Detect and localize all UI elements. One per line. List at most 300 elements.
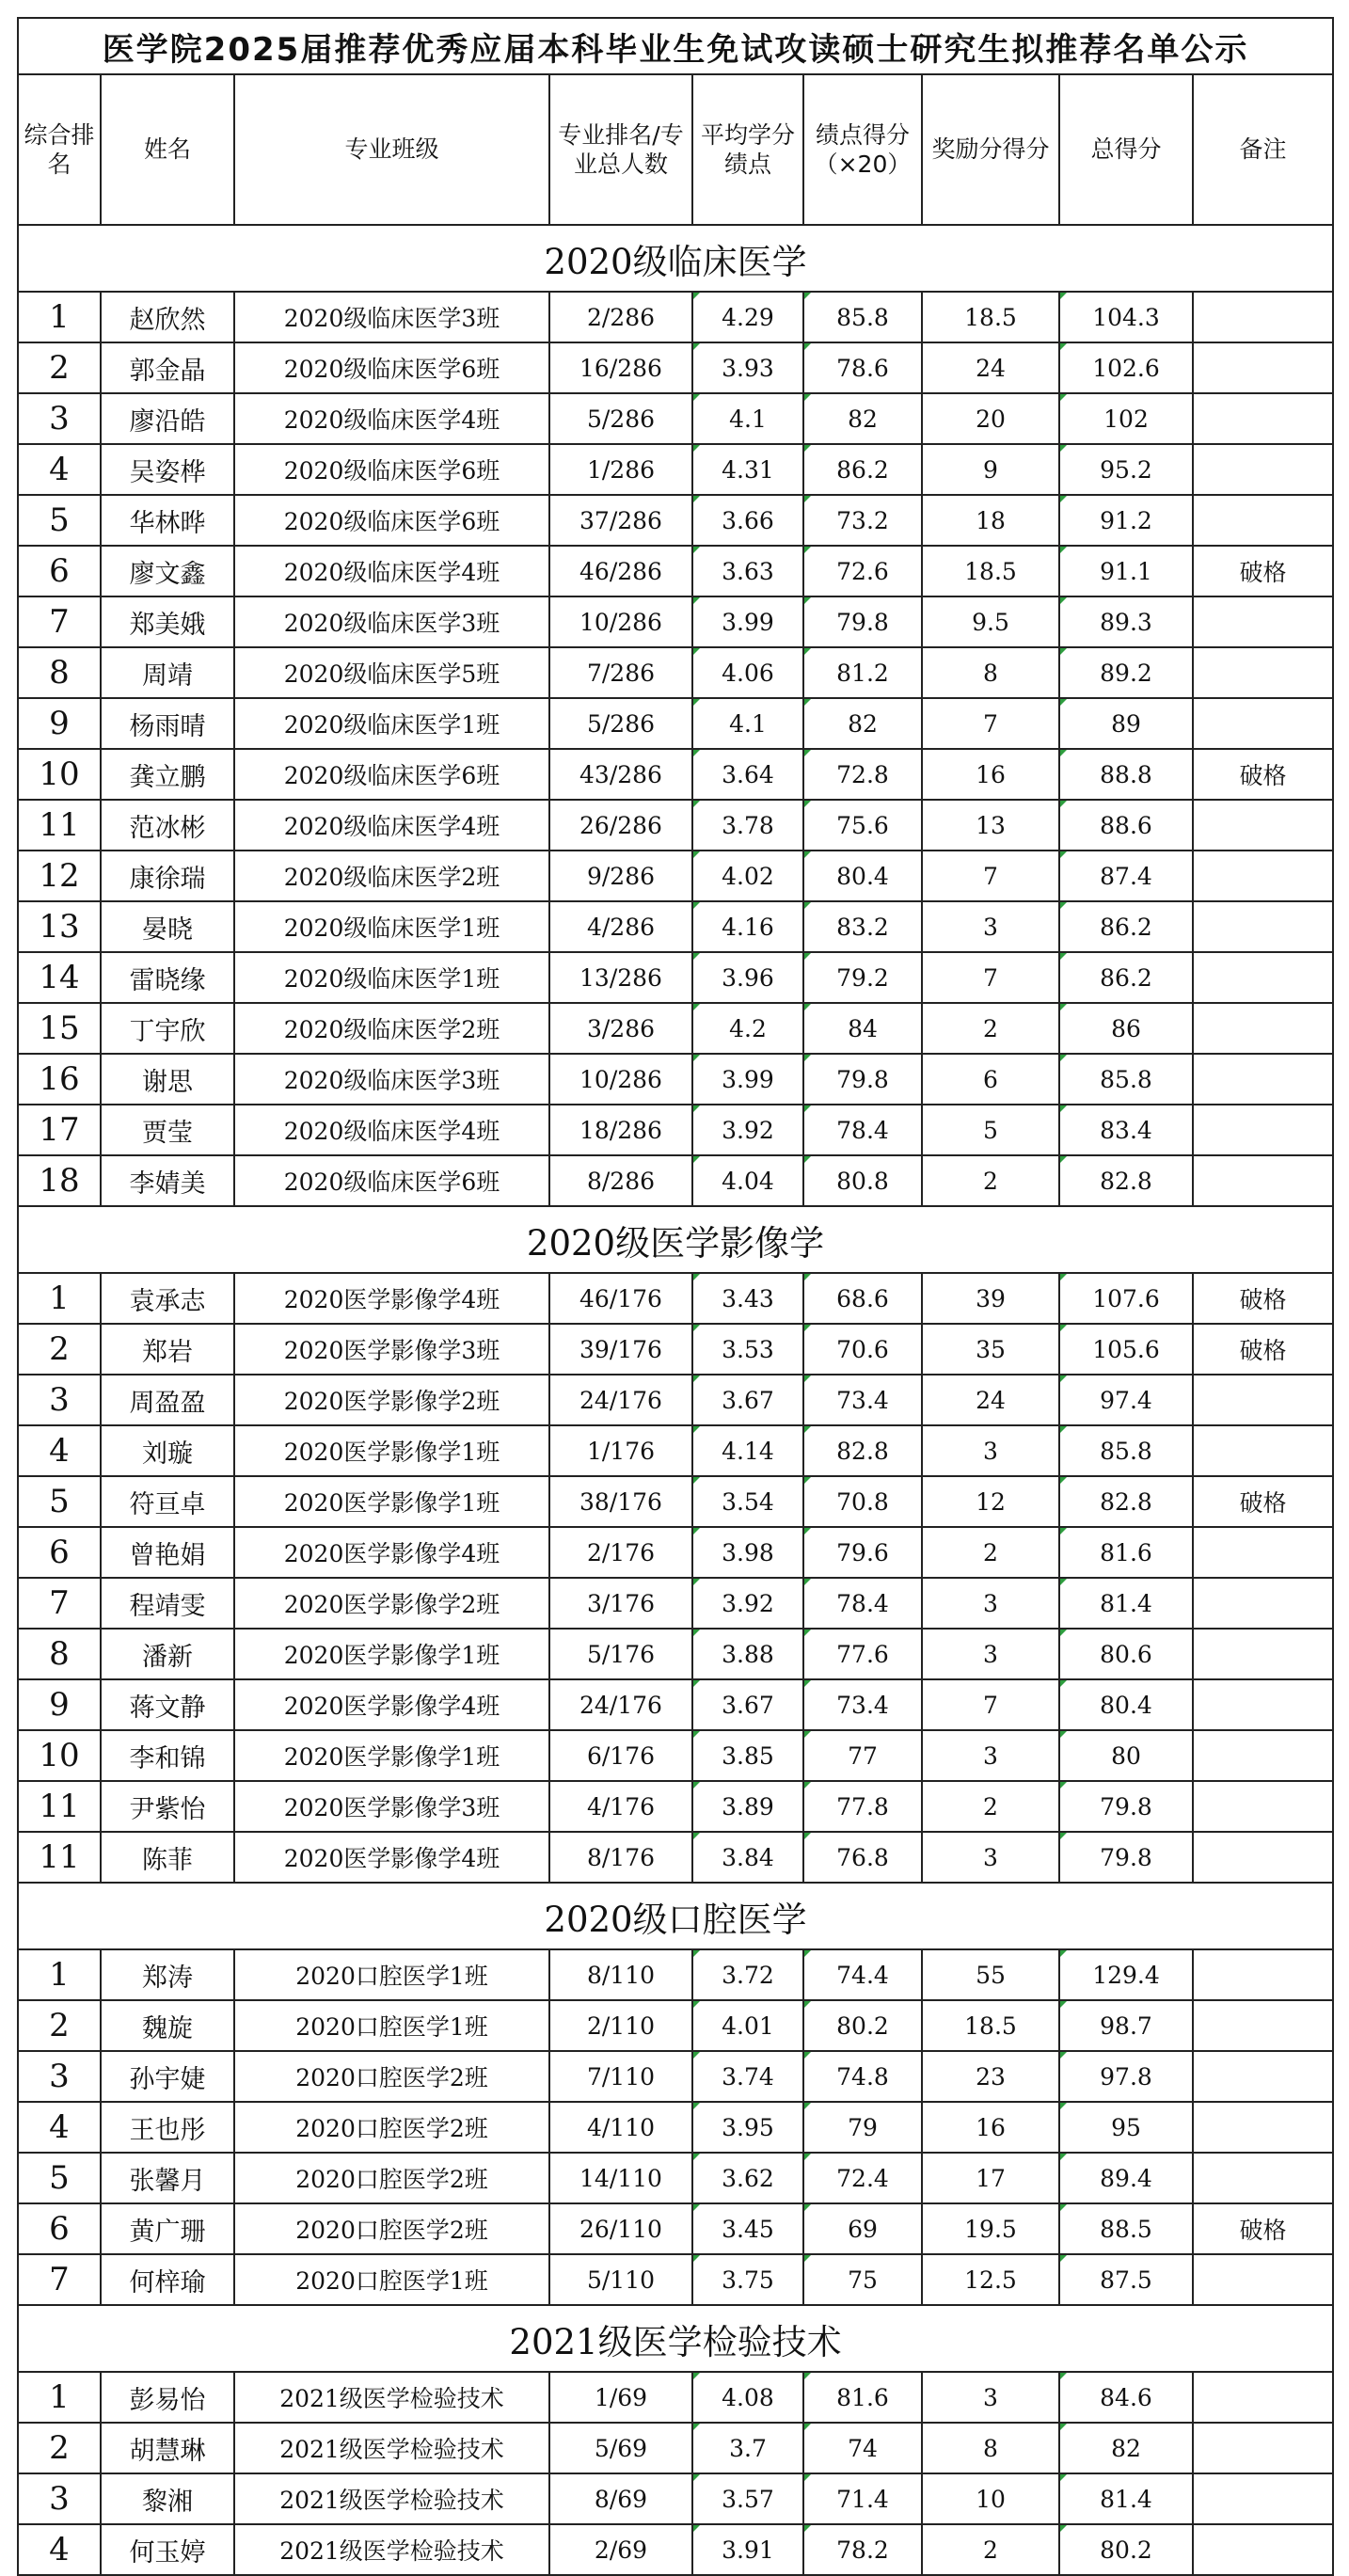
class-cell: 2020口腔医学1班 <box>234 2000 549 2051</box>
name-cell: 晏晓 <box>101 901 234 952</box>
major-rank-cell: 7/110 <box>549 2051 692 2102</box>
table-row <box>18 2254 1333 2305</box>
table-row <box>18 2473 1333 2524</box>
table-row <box>18 1832 1333 1883</box>
remarks-cell <box>1193 1629 1333 1679</box>
gpa-cell: 3.92 <box>692 1578 803 1629</box>
class-cell: 2020级临床医学4班 <box>234 800 549 851</box>
bonus-cell: 2 <box>922 1003 1059 1054</box>
class-cell: 2020级临床医学3班 <box>234 596 549 647</box>
total-cell: 105.6 <box>1059 1324 1193 1375</box>
table-row <box>18 393 1333 444</box>
gpa-score-cell: 79 <box>803 2102 922 2153</box>
total-cell: 97.4 <box>1059 1375 1193 1425</box>
rank-cell: 9 <box>18 698 101 749</box>
bonus-cell: 9 <box>922 444 1059 495</box>
class-cell: 2020医学影像学4班 <box>234 1527 549 1578</box>
name-cell: 潘新 <box>101 1629 234 1679</box>
bonus-cell: 2 <box>922 1781 1059 1832</box>
gpa-score-cell: 74.4 <box>803 1949 922 2000</box>
name-cell: 魏旋 <box>101 2000 234 2051</box>
gpa-score-cell: 76.8 <box>803 1832 922 1883</box>
major-rank-cell: 1/286 <box>549 444 692 495</box>
major-rank-cell: 46/286 <box>549 546 692 596</box>
table-row <box>18 1679 1333 1730</box>
name-cell: 郑岩 <box>101 1324 234 1375</box>
major-rank-cell: 10/286 <box>549 1054 692 1105</box>
rank-cell: 17 <box>18 1105 101 1155</box>
rank-cell: 1 <box>18 1949 101 2000</box>
major-rank-cell: 1/176 <box>549 1425 692 1476</box>
bonus-cell: 2 <box>922 1527 1059 1578</box>
class-cell: 2020医学影像学4班 <box>234 1273 549 1324</box>
remarks-cell <box>1193 1054 1333 1105</box>
bonus-cell: 23 <box>922 2051 1059 2102</box>
rank-cell: 5 <box>18 1476 101 1527</box>
total-cell: 81.4 <box>1059 1578 1193 1629</box>
remarks-cell: 破格 <box>1193 749 1333 800</box>
rank-cell: 4 <box>18 2524 101 2575</box>
rank-cell: 7 <box>18 596 101 647</box>
total-cell: 83.4 <box>1059 1105 1193 1155</box>
gpa-cell: 3.99 <box>692 1054 803 1105</box>
total-cell: 102.6 <box>1059 342 1193 393</box>
gpa-cell: 3.98 <box>692 1527 803 1578</box>
gpa-cell: 3.54 <box>692 1476 803 1527</box>
total-cell: 82 <box>1059 2423 1193 2473</box>
class-cell: 2020级临床医学2班 <box>234 851 549 901</box>
bonus-cell: 8 <box>922 2423 1059 2473</box>
table-row <box>18 2153 1333 2203</box>
col-header-total: 总得分 <box>1059 74 1193 225</box>
name-cell: 蒋文静 <box>101 1679 234 1730</box>
total-cell: 95.2 <box>1059 444 1193 495</box>
class-cell: 2020口腔医学2班 <box>234 2153 549 2203</box>
table-row <box>18 1155 1333 1206</box>
total-cell: 80.2 <box>1059 2524 1193 2575</box>
class-cell: 2020级临床医学4班 <box>234 393 549 444</box>
gpa-score-cell: 80.8 <box>803 1155 922 1206</box>
gpa-cell: 3.75 <box>692 2254 803 2305</box>
name-cell: 杨雨晴 <box>101 698 234 749</box>
major-rank-cell: 3/286 <box>549 1003 692 1054</box>
gpa-cell: 4.01 <box>692 2000 803 2051</box>
bonus-cell: 18.5 <box>922 292 1059 342</box>
major-rank-cell: 8/110 <box>549 1949 692 2000</box>
table-row <box>18 851 1333 901</box>
remarks-cell <box>1193 2000 1333 2051</box>
major-rank-cell: 16/286 <box>549 342 692 393</box>
rank-cell: 5 <box>18 2153 101 2203</box>
bonus-cell: 35 <box>922 1324 1059 1375</box>
bonus-cell: 3 <box>922 2372 1059 2423</box>
gpa-score-cell: 81.2 <box>803 647 922 698</box>
gpa-cell: 4.04 <box>692 1155 803 1206</box>
name-cell: 孙宇婕 <box>101 2051 234 2102</box>
table-row <box>18 596 1333 647</box>
total-cell: 85.8 <box>1059 1425 1193 1476</box>
bonus-cell: 3 <box>922 1578 1059 1629</box>
rank-cell: 2 <box>18 2423 101 2473</box>
name-cell: 郭金晶 <box>101 342 234 393</box>
bonus-cell: 2 <box>922 2524 1059 2575</box>
name-cell: 何玉婷 <box>101 2524 234 2575</box>
class-cell: 2020口腔医学2班 <box>234 2102 549 2153</box>
total-cell: 79.8 <box>1059 1832 1193 1883</box>
class-cell: 2020级临床医学5班 <box>234 647 549 698</box>
remarks-cell <box>1193 2051 1333 2102</box>
total-cell: 88.6 <box>1059 800 1193 851</box>
major-rank-cell: 8/176 <box>549 1832 692 1883</box>
table-row <box>18 1629 1333 1679</box>
rank-cell: 4 <box>18 1425 101 1476</box>
rank-cell: 8 <box>18 1629 101 1679</box>
name-cell: 黎湘 <box>101 2473 234 2524</box>
table-row <box>18 1578 1333 1629</box>
class-cell: 2020口腔医学2班 <box>234 2203 549 2254</box>
major-rank-cell: 43/286 <box>549 749 692 800</box>
rank-cell: 10 <box>18 749 101 800</box>
remarks-cell <box>1193 1155 1333 1206</box>
name-cell: 范冰彬 <box>101 800 234 851</box>
gpa-score-cell: 71.4 <box>803 2473 922 2524</box>
table-row <box>18 292 1333 342</box>
rank-cell: 8 <box>18 647 101 698</box>
remarks-cell <box>1193 2372 1333 2423</box>
rank-cell: 16 <box>18 1054 101 1105</box>
table-row <box>18 800 1333 851</box>
gpa-score-cell: 74.8 <box>803 2051 922 2102</box>
gpa-score-cell: 72.4 <box>803 2153 922 2203</box>
bonus-cell: 16 <box>922 2102 1059 2153</box>
major-rank-cell: 7/286 <box>549 647 692 698</box>
gpa-cell: 3.88 <box>692 1629 803 1679</box>
bonus-cell: 7 <box>922 851 1059 901</box>
class-cell: 2020级临床医学4班 <box>234 1105 549 1155</box>
gpa-cell: 3.64 <box>692 749 803 800</box>
col-header-gpa: 平均学分绩点 <box>692 74 803 225</box>
col-header-overall-rank: 综合排名 <box>18 74 101 225</box>
remarks-cell <box>1193 800 1333 851</box>
class-cell: 2020医学影像学1班 <box>234 1425 549 1476</box>
major-rank-cell: 4/286 <box>549 901 692 952</box>
major-rank-cell: 26/286 <box>549 800 692 851</box>
total-cell: 89.2 <box>1059 647 1193 698</box>
gpa-score-cell: 83.2 <box>803 901 922 952</box>
bonus-cell: 18 <box>922 495 1059 546</box>
bonus-cell: 12.5 <box>922 2254 1059 2305</box>
class-cell: 2020级临床医学6班 <box>234 495 549 546</box>
title-row <box>18 18 1333 74</box>
remarks-cell <box>1193 596 1333 647</box>
class-cell: 2021级医学检验技术 <box>234 2423 549 2473</box>
section-header-row <box>18 1883 1333 1949</box>
bonus-cell: 18.5 <box>922 546 1059 596</box>
bonus-cell: 18.5 <box>922 2000 1059 2051</box>
gpa-cell: 4.1 <box>692 698 803 749</box>
total-cell: 97.8 <box>1059 2051 1193 2102</box>
gpa-score-cell: 70.8 <box>803 1476 922 1527</box>
total-cell: 86.2 <box>1059 901 1193 952</box>
class-cell: 2020医学影像学1班 <box>234 1730 549 1781</box>
bonus-cell: 24 <box>922 1375 1059 1425</box>
major-rank-cell: 24/176 <box>549 1375 692 1425</box>
gpa-score-cell: 73.4 <box>803 1679 922 1730</box>
gpa-cell: 3.67 <box>692 1679 803 1730</box>
class-cell: 2020医学影像学4班 <box>234 1679 549 1730</box>
major-rank-cell: 8/69 <box>549 2473 692 2524</box>
total-cell: 88.5 <box>1059 2203 1193 2254</box>
bonus-cell: 6 <box>922 1054 1059 1105</box>
class-cell: 2020级临床医学6班 <box>234 1155 549 1206</box>
major-rank-cell: 5/69 <box>549 2423 692 2473</box>
gpa-cell: 3.91 <box>692 2524 803 2575</box>
total-cell: 80.6 <box>1059 1629 1193 1679</box>
rank-cell: 18 <box>18 1155 101 1206</box>
remarks-cell <box>1193 851 1333 901</box>
rank-cell: 6 <box>18 2203 101 2254</box>
gpa-score-cell: 78.2 <box>803 2524 922 2575</box>
gpa-score-cell: 79.6 <box>803 1527 922 1578</box>
class-cell: 2020级临床医学2班 <box>234 1003 549 1054</box>
page-title: 医学院2025届推荐优秀应届本科毕业生免试攻读硕士研究生拟推荐名单公示 <box>18 18 1333 74</box>
class-cell: 2020级临床医学6班 <box>234 342 549 393</box>
gpa-cell: 3.84 <box>692 1832 803 1883</box>
class-cell: 2020级临床医学3班 <box>234 1054 549 1105</box>
remarks-cell <box>1193 698 1333 749</box>
gpa-cell: 3.74 <box>692 2051 803 2102</box>
gpa-score-cell: 84 <box>803 1003 922 1054</box>
name-cell: 周盈盈 <box>101 1375 234 1425</box>
name-cell: 李和锦 <box>101 1730 234 1781</box>
gpa-cell: 3.7 <box>692 2423 803 2473</box>
gpa-cell: 3.53 <box>692 1324 803 1375</box>
table-row <box>18 1730 1333 1781</box>
gpa-cell: 3.66 <box>692 495 803 546</box>
bonus-cell: 20 <box>922 393 1059 444</box>
major-rank-cell: 5/286 <box>549 698 692 749</box>
gpa-cell: 4.1 <box>692 393 803 444</box>
total-cell: 87.5 <box>1059 2254 1193 2305</box>
rank-cell: 1 <box>18 2372 101 2423</box>
gpa-score-cell: 79.8 <box>803 1054 922 1105</box>
gpa-score-cell: 68.6 <box>803 1273 922 1324</box>
gpa-cell: 4.2 <box>692 1003 803 1054</box>
gpa-score-cell: 78.4 <box>803 1578 922 1629</box>
class-cell: 2020级临床医学1班 <box>234 901 549 952</box>
major-rank-cell: 26/110 <box>549 2203 692 2254</box>
section-title: 2020级临床医学 <box>18 225 1333 292</box>
remarks-cell <box>1193 2423 1333 2473</box>
name-cell: 周靖 <box>101 647 234 698</box>
bonus-cell: 39 <box>922 1273 1059 1324</box>
remarks-cell: 破格 <box>1193 1324 1333 1375</box>
rank-cell: 9 <box>18 1679 101 1730</box>
total-cell: 89.3 <box>1059 596 1193 647</box>
total-cell: 95 <box>1059 2102 1193 2153</box>
bonus-cell: 3 <box>922 1832 1059 1883</box>
gpa-cell: 4.14 <box>692 1425 803 1476</box>
name-cell: 龚立鹏 <box>101 749 234 800</box>
class-cell: 2020医学影像学1班 <box>234 1476 549 1527</box>
col-header-bonus: 奖励分得分 <box>922 74 1059 225</box>
bonus-cell: 12 <box>922 1476 1059 1527</box>
total-cell: 84.6 <box>1059 2372 1193 2423</box>
gpa-cell: 3.62 <box>692 2153 803 2203</box>
gpa-score-cell: 70.6 <box>803 1324 922 1375</box>
class-cell: 2020级临床医学4班 <box>234 546 549 596</box>
table-row <box>18 1425 1333 1476</box>
gpa-cell: 3.95 <box>692 2102 803 2153</box>
rank-cell: 12 <box>18 851 101 901</box>
gpa-score-cell: 72.8 <box>803 749 922 800</box>
total-cell: 89.4 <box>1059 2153 1193 2203</box>
recommendation-list-table <box>17 17 1334 2576</box>
gpa-score-cell: 79.8 <box>803 596 922 647</box>
major-rank-cell: 2/286 <box>549 292 692 342</box>
name-cell: 张馨月 <box>101 2153 234 2203</box>
major-rank-cell: 5/286 <box>549 393 692 444</box>
gpa-cell: 3.72 <box>692 1949 803 2000</box>
section-header-row <box>18 225 1333 292</box>
class-cell: 2020医学影像学2班 <box>234 1375 549 1425</box>
bonus-cell: 3 <box>922 901 1059 952</box>
table-row <box>18 342 1333 393</box>
gpa-score-cell: 77 <box>803 1730 922 1781</box>
gpa-score-cell: 77.8 <box>803 1781 922 1832</box>
table-row <box>18 1105 1333 1155</box>
gpa-cell: 3.93 <box>692 342 803 393</box>
name-cell: 胡慧琳 <box>101 2423 234 2473</box>
class-cell: 2020级临床医学6班 <box>234 444 549 495</box>
name-cell: 贾莹 <box>101 1105 234 1155</box>
col-header-class: 专业班级 <box>234 74 549 225</box>
name-cell: 袁承志 <box>101 1273 234 1324</box>
gpa-score-cell: 73.4 <box>803 1375 922 1425</box>
gpa-score-cell: 81.6 <box>803 2372 922 2423</box>
remarks-cell <box>1193 2102 1333 2153</box>
col-header-gpa-score: 绩点得分（×20） <box>803 74 922 225</box>
gpa-cell: 4.02 <box>692 851 803 901</box>
table-row <box>18 2051 1333 2102</box>
remarks-cell <box>1193 952 1333 1003</box>
table-row <box>18 901 1333 952</box>
name-cell: 王也彤 <box>101 2102 234 2153</box>
table-row <box>18 2524 1333 2575</box>
major-rank-cell: 3/176 <box>549 1578 692 1629</box>
rank-cell: 11 <box>18 1832 101 1883</box>
bonus-cell: 7 <box>922 952 1059 1003</box>
rank-cell: 5 <box>18 495 101 546</box>
class-cell: 2020口腔医学2班 <box>234 2051 549 2102</box>
gpa-score-cell: 86.2 <box>803 444 922 495</box>
bonus-cell: 3 <box>922 1629 1059 1679</box>
gpa-cell: 3.57 <box>692 2473 803 2524</box>
gpa-score-cell: 74 <box>803 2423 922 2473</box>
table-row <box>18 1324 1333 1375</box>
table-row <box>18 1781 1333 1832</box>
gpa-score-cell: 75.6 <box>803 800 922 851</box>
gpa-cell: 3.45 <box>692 2203 803 2254</box>
col-header-remarks: 备注 <box>1193 74 1333 225</box>
total-cell: 91.1 <box>1059 546 1193 596</box>
table-row <box>18 1054 1333 1105</box>
class-cell: 2020级临床医学1班 <box>234 698 549 749</box>
table-row <box>18 1003 1333 1054</box>
gpa-score-cell: 82 <box>803 698 922 749</box>
remarks-cell <box>1193 1832 1333 1883</box>
gpa-score-cell: 85.8 <box>803 292 922 342</box>
remarks-cell <box>1193 1679 1333 1730</box>
rank-cell: 4 <box>18 2102 101 2153</box>
major-rank-cell: 18/286 <box>549 1105 692 1155</box>
name-cell: 廖沿皓 <box>101 393 234 444</box>
total-cell: 98.7 <box>1059 2000 1193 2051</box>
remarks-cell <box>1193 1781 1333 1832</box>
class-cell: 2020级临床医学1班 <box>234 952 549 1003</box>
name-cell: 黄广珊 <box>101 2203 234 2254</box>
rank-cell: 11 <box>18 800 101 851</box>
major-rank-cell: 9/286 <box>549 851 692 901</box>
rank-cell: 6 <box>18 546 101 596</box>
table-row <box>18 2423 1333 2473</box>
bonus-cell: 24 <box>922 342 1059 393</box>
remarks-cell <box>1193 1003 1333 1054</box>
name-cell: 彭易怡 <box>101 2372 234 2423</box>
remarks-cell <box>1193 1425 1333 1476</box>
class-cell: 2021级医学检验技术 <box>234 2524 549 2575</box>
rank-cell: 2 <box>18 2000 101 2051</box>
gpa-cell: 3.92 <box>692 1105 803 1155</box>
section-header-row <box>18 2305 1333 2372</box>
bonus-cell: 17 <box>922 2153 1059 2203</box>
gpa-cell: 4.29 <box>692 292 803 342</box>
class-cell: 2020级临床医学3班 <box>234 292 549 342</box>
remarks-cell <box>1193 292 1333 342</box>
total-cell: 104.3 <box>1059 292 1193 342</box>
section-header-row <box>18 1206 1333 1273</box>
table-row <box>18 952 1333 1003</box>
col-header-major-rank: 专业排名/专业总人数 <box>549 74 692 225</box>
table-row <box>18 1375 1333 1425</box>
remarks-cell <box>1193 2153 1333 2203</box>
major-rank-cell: 14/110 <box>549 2153 692 2203</box>
table-body <box>18 225 1333 2575</box>
rank-cell: 3 <box>18 1375 101 1425</box>
bonus-cell: 7 <box>922 698 1059 749</box>
rank-cell: 2 <box>18 342 101 393</box>
section-title: 2021级医学检验技术 <box>18 2305 1333 2372</box>
remarks-cell <box>1193 2524 1333 2575</box>
total-cell: 85.8 <box>1059 1054 1193 1105</box>
gpa-score-cell: 82 <box>803 393 922 444</box>
rank-cell: 13 <box>18 901 101 952</box>
class-cell: 2020医学影像学1班 <box>234 1629 549 1679</box>
gpa-cell: 4.06 <box>692 647 803 698</box>
remarks-cell <box>1193 342 1333 393</box>
major-rank-cell: 2/176 <box>549 1527 692 1578</box>
header-row <box>18 74 1333 225</box>
gpa-cell: 3.85 <box>692 1730 803 1781</box>
gpa-score-cell: 69 <box>803 2203 922 2254</box>
bonus-cell: 13 <box>922 800 1059 851</box>
remarks-cell <box>1193 444 1333 495</box>
name-cell: 郑涛 <box>101 1949 234 2000</box>
major-rank-cell: 38/176 <box>549 1476 692 1527</box>
rank-cell: 3 <box>18 393 101 444</box>
major-rank-cell: 46/176 <box>549 1273 692 1324</box>
gpa-score-cell: 72.6 <box>803 546 922 596</box>
